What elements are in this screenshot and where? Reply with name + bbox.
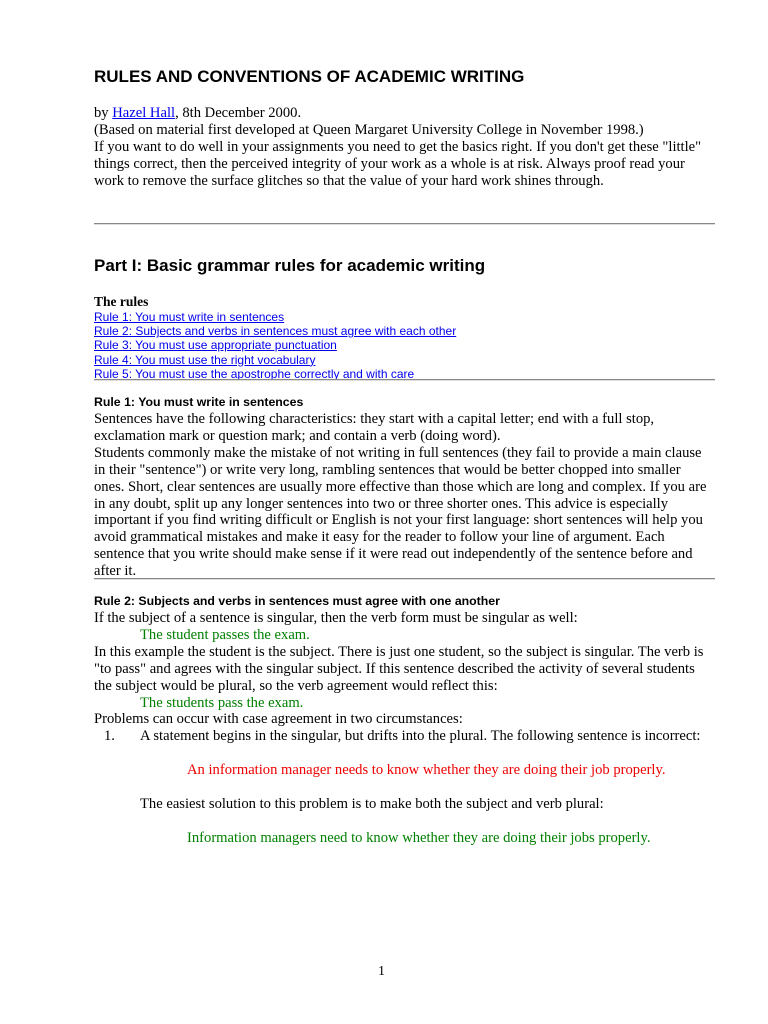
byline-date: , 8th December 2000. [175, 105, 302, 121]
rules-link-list [94, 310, 456, 381]
divider [94, 223, 715, 225]
rule1-section [94, 394, 714, 580]
rules-list-item [94, 310, 456, 324]
example-sentence-singular: The student passes the exam. [140, 626, 310, 643]
rules-list-item [94, 324, 456, 338]
example-sentence-plural: The students pass the exam. [140, 694, 304, 711]
solution-text: The easiest solution to this problem is to make both the subject and verb plural: [140, 796, 604, 813]
byline-line [94, 105, 714, 122]
rule2-section [94, 593, 714, 847]
correct-example: Information managers need to know whether they are doing their jobs properly. [187, 830, 651, 847]
rule1-paragraph: Students commonly make the mistake of not writing in full sentences (they fail to provide a main clause in their "sentence") or write very long, rambling sentences that would be better chopped into smaller ones. Short, clear sentences are usually more effective than those which are long and complex. If you are in any doubt, split up any longer sentences into two or three shorter ones. This advice is especially important if you find writing difficult or English is not your first language: short sentences will help you avoid grammatical mistakes and make it easy for the reader to follow your line of argument. Each sentence that you write should make sense if it were read out independently of the sentence before and after it. [94, 444, 707, 580]
rule2-paragraph: In this example the student is the subject. There is just one student, so the subject is singular. The verb is "to pass" and agrees with the singular subject. If this sentence described the activity of several students the subject would be plural, so the verb agreement would reflect this: [94, 643, 704, 694]
rule4-link[interactable]: Rule 4: You must use the right vocabulary [94, 352, 316, 367]
page-number: 1 [378, 964, 385, 979]
rules-heading: The rules [94, 294, 149, 309]
rule3-link[interactable]: Rule 3: You must use appropriate punctuation [94, 338, 337, 353]
rule2-link[interactable]: Rule 2: Subjects and verbs in sentences must agree with each other [94, 324, 457, 339]
rules-list-item [94, 353, 456, 367]
rule5-link[interactable]: Rule 5: You must use the apostrophe correctly and with care [94, 366, 415, 381]
item-text: A statement begins in the singular, but drifts into the plural. The following sentence is incorrect: [140, 728, 701, 745]
rule1-heading: Rule 1: You must write in sentences [94, 395, 304, 409]
part1-heading: Part I: Basic grammar rules for academic writing [94, 256, 486, 275]
rule2-paragraph: Problems can occur with case agreement in two circumstances: [94, 711, 463, 728]
byline-prefix: by [94, 105, 113, 121]
divider [94, 578, 715, 580]
author-link[interactable]: Hazel Hall [112, 105, 176, 121]
intro-paragraph: If you want to do well in your assignments you need to get the basics right. If you don't get these "little" things correct, then the perceived integrity of your work as a whole is at risk. Always proof read your work to remove the surface glitches so that the value of your hard work shines through. [94, 139, 702, 189]
rules-list-item [94, 338, 456, 352]
numbered-item [94, 728, 714, 745]
byline-block [94, 105, 714, 190]
rule2-paragraph: If the subject of a sentence is singular, then the verb form must be singular as well: [94, 610, 578, 626]
divider [94, 379, 715, 381]
rule1-paragraph: Sentences have the following characteristics: they start with a capital letter; end with a full stop, exclamation mark or question mark; and contain a verb (doing word). [94, 411, 655, 444]
rule2-heading: Rule 2: Subjects and verbs in sentences must agree with one another [94, 594, 500, 608]
byline-note: (Based on material first developed at Queen Margaret University College in November 1998.) [94, 122, 644, 138]
rules-index [94, 294, 456, 381]
rule1-link[interactable]: Rule 1: You must write in sentences [94, 310, 285, 324]
item-number: 1. [104, 728, 115, 745]
incorrect-example: An information manager needs to know whether they are doing their job properly. [187, 762, 666, 779]
document-title: RULES AND CONVENTIONS OF ACADEMIC WRITING [94, 67, 525, 86]
